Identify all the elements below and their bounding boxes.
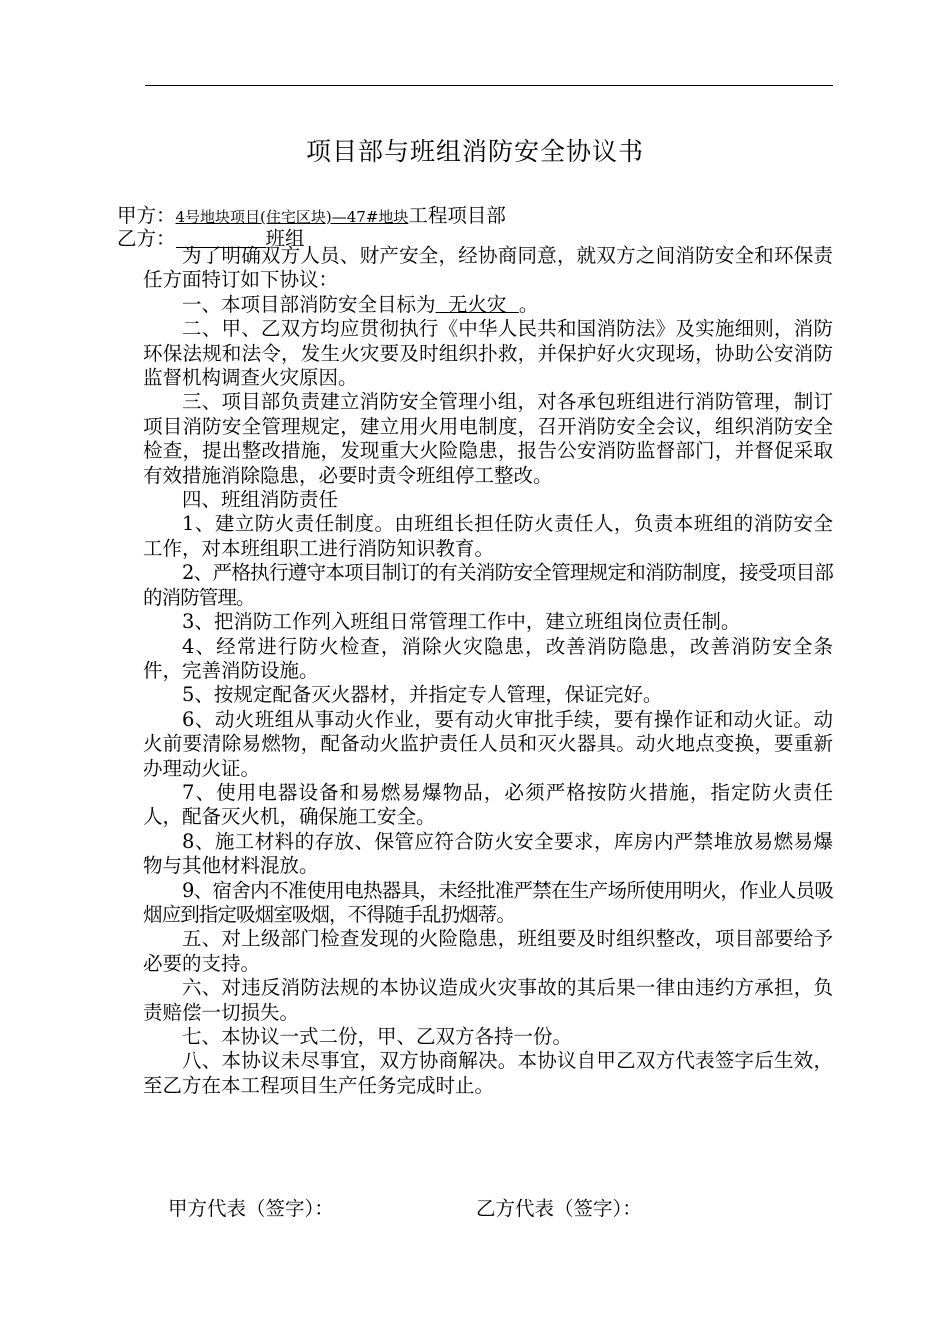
clause-6: 六、对违反消防法规的本协议造成火灾事故的其后果一律由违约方承担，负责赔偿一切损失。: [143, 976, 833, 1024]
document-title: 项目部与班组消防安全协议书: [305, 137, 644, 166]
party-a-signature-label: 甲方代表（签字）：: [168, 1197, 334, 1220]
clause-4-item: 1、建立防火责任制度。由班组长担任防火责任人，负责本班组的消防安全工作，对本班组职工进行消防知识教育。: [143, 512, 833, 560]
clause-4-heading: 四、班组消防责任: [182, 488, 339, 512]
clause-4-item: 2、严格执行遵守本项目制订的有关消防安全管理规定和消防制度，接受项目部的消防管理。: [143, 561, 833, 609]
clause-3: 三、项目部负责建立消防安全管理小组，对各承包班组进行消防管理，制订项目消防安全管理规定，建立用火用电制度，召开消防安全会议，组织消防安全检查，提出整改措施，发现重大火险隐患，报告公安消防监督部门，并督促采取有效措施消除隐患，必要时责令班组停工整改。: [143, 390, 833, 487]
clause-4-item: 9、宿舍内不准使用电热器具，未经批准严禁在生产场所使用明火，作业人员吸烟应到指定吸烟室吸烟，不得随手乱扔烟蒂。: [143, 878, 833, 926]
clause-4-item: 8、施工材料的存放、保管应符合防火安全要求，库房内严禁堆放易燃易爆物与其他材料混放。: [143, 829, 833, 878]
party-a-suffix: 工程项目部: [408, 204, 506, 227]
clause-4-item: 3、把消防工作列入班组日常管理工作中，建立班组岗位责任制。: [182, 610, 741, 634]
clause-5: 五、对上级部门检查发现的火险隐患，班组要及时组织整改，项目部要给予必要的支持。: [143, 927, 833, 975]
clause-1-suffix: 。: [518, 292, 539, 316]
clause-4-item: 7、使用电器设备和易燃易爆物品，必须严格按防火措施，指定防火责任人，配备灭火机，确保施工安全。: [143, 780, 833, 829]
clause-7: 七、本协议一式二份，甲、乙双方各持一份。: [182, 1025, 573, 1048]
clause-1-goal: 无火灾: [435, 292, 519, 316]
party-b-suffix: 班组: [265, 227, 305, 250]
clause-4-item: 5、按规定配备灭火器材，并指定专人管理，保证完好。: [182, 683, 663, 707]
clause-1: [143, 293, 833, 317]
clause-8: 八、本协议未尽事宜，双方协商解决。本协议自甲乙双方代表签字后生效，至乙方在本工程项目生产任务完成时止。: [143, 1049, 833, 1097]
party-a-project: 4号地块项目(住宅区块)—47#地块: [175, 208, 409, 226]
party-b-label: 乙方：: [117, 227, 176, 250]
header-rule: [145, 85, 833, 86]
clause-1-prefix: 一、本项目部消防安全目标为: [182, 292, 436, 316]
clause-4-item: 4、经常进行防火检查，消除火灾隐患，改善消防隐患，改善消防安全条件，完善消防设施。: [143, 634, 833, 682]
clause-2: 二、甲、乙双方均应贯彻执行《中华人民共和国消防法》及实施细则，消防环保法规和法令，发生火灾要及时组织扑救，并保护好火灾现场，协助公安消防监督机构调查火灾原因。: [143, 317, 833, 390]
intro-paragraph: 为了明确双方人员、财产安全，经协商同意，就双方之间消防安全和环保责任方面特订如下协议：: [143, 244, 833, 292]
agreement-body: [143, 244, 833, 1098]
party-b-signature-label: 乙方代表（签字）：: [476, 1197, 642, 1220]
clause-4-item: 6、动火班组从事动火作业，要有动火审批手续，要有操作证和动火证。动火前要清除易燃物，配备动火监护责任人员和灭火器具。动火地点变换，要重新办理动火证。: [143, 707, 833, 780]
party-a-label: 甲方：: [117, 204, 176, 227]
